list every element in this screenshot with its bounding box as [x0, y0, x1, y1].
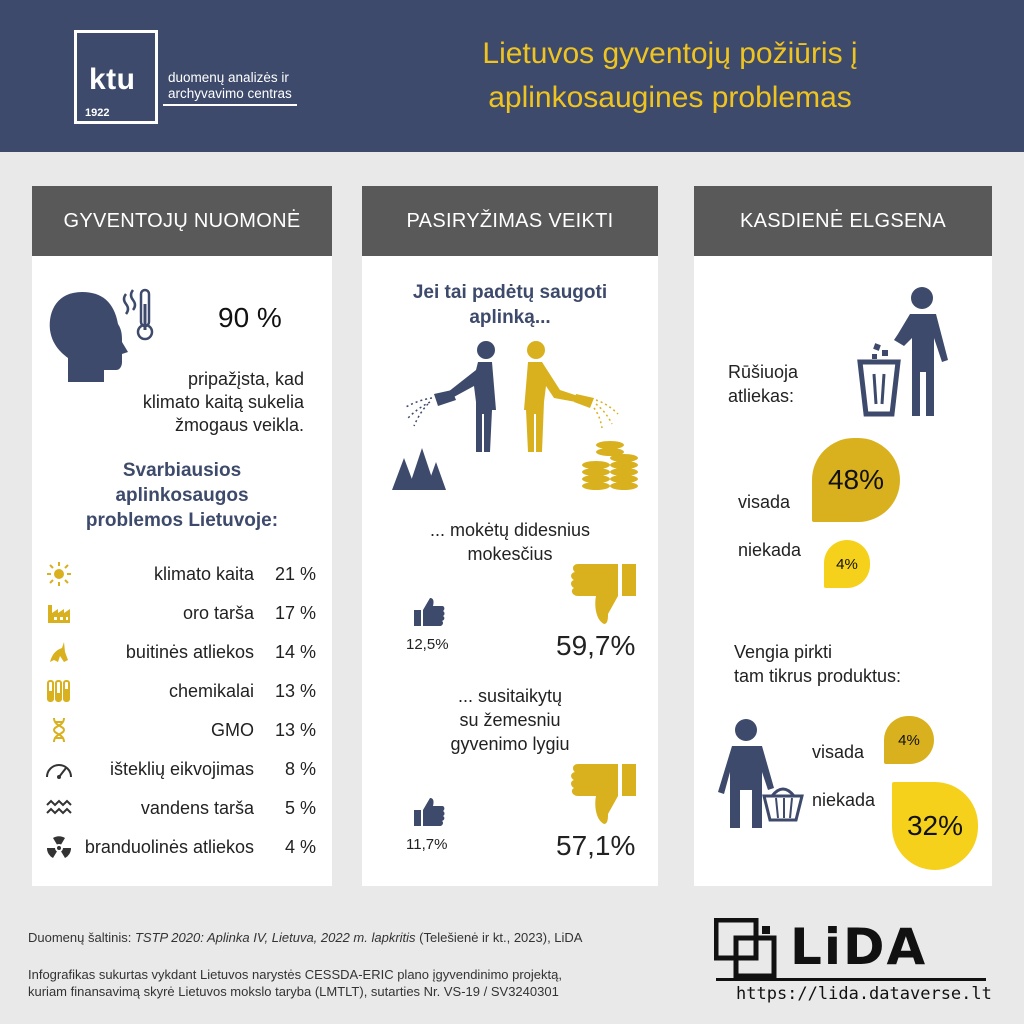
climate-stat-value: 90 % [218, 302, 282, 333]
stat-text-line-3: žmogaus veikla. [174, 415, 304, 435]
question-living-line-1: ... susitaikytų [457, 686, 563, 706]
person-shopping-basket-icon [716, 718, 806, 830]
avoid-always-label: visada [812, 742, 865, 762]
logo-year: 1922 [85, 107, 110, 119]
problem-value: 8 % [284, 759, 316, 779]
source-title: TSTP 2020: Aplinka IV, Lietuva, 2022 m. lapkritis [134, 930, 416, 945]
intro-line-2: aplinką... [469, 307, 551, 328]
avoid-products-label [734, 640, 901, 688]
lida-url: https://lida.dataverse.lt [736, 984, 992, 1004]
question-taxes-line-1: ... mokėtų didesnius [429, 520, 591, 540]
avoid-never-label: niekada [812, 790, 876, 810]
problem-row [40, 679, 320, 703]
stat-text-line-2: klimato kaitą sukelia [142, 392, 304, 412]
problem-row [40, 640, 320, 664]
living-yes-value: 11,7% [406, 836, 448, 853]
panel-behaviour-heading: KASDIENĖ ELGSENA [694, 186, 992, 256]
sort-always-label: visada [738, 492, 791, 512]
thumbs-down-icon [568, 762, 638, 826]
avoid-label-line-1: Vengia pirkti [734, 642, 833, 662]
waves-icon [44, 796, 74, 820]
problems-heading [32, 458, 332, 533]
title-line-1: Lietuvos gyventojų požiūris į [482, 37, 858, 70]
banana-peel-icon [44, 640, 74, 664]
question-living-standard [362, 684, 658, 756]
ktu-logo [74, 30, 158, 124]
problem-value: 21 % [274, 564, 316, 584]
source-suffix: (Telešienė ir kt., 2023), LiDA [415, 930, 583, 945]
sort-waste-label [728, 360, 798, 408]
sort-always-bubble: 48% [812, 438, 900, 522]
question-taxes-line-2: mokesčius [467, 544, 553, 564]
problem-label: GMO [211, 720, 254, 740]
taxes-yes-value: 12,5% [406, 636, 449, 653]
sort-never-label: niekada [738, 540, 802, 560]
sun-icon [44, 562, 74, 586]
dna-icon [44, 718, 74, 742]
panel-action-heading: PASIRYŽIMAS VEIKTI [362, 186, 658, 256]
problem-label: klimato kaita [153, 564, 254, 584]
title-line-2: aplinkosaugines problemas [488, 81, 852, 114]
climate-stat-text [143, 368, 304, 437]
lida-wordmark: LiDA [790, 918, 928, 976]
sort-label-line-2: atliekas: [728, 386, 795, 406]
taxes-no-value: 59,7% [556, 630, 636, 661]
footer-note-line-1: Infografikas sukurtas vykdant Lietuvos narystės CESSDA-ERIC plano įgyvendinimo projektą, [28, 967, 562, 982]
problem-value: 17 % [274, 603, 316, 623]
watering-people-icon [382, 340, 642, 490]
problem-row [40, 562, 320, 586]
source-prefix: Duomenų šaltinis: [28, 930, 135, 945]
lida-logo-mark [714, 918, 790, 980]
problem-label: oro tarša [182, 603, 254, 623]
problem-label: branduolinės atliekos [84, 837, 254, 857]
factory-icon [44, 601, 74, 625]
problem-label: chemikalai [168, 681, 254, 701]
living-no-value: 57,1% [556, 830, 636, 861]
avoid-always-bubble: 4% [884, 716, 934, 764]
page-title [380, 32, 960, 120]
thumbs-up-icon [412, 796, 446, 828]
thumbs-up-icon [412, 596, 446, 628]
problem-value: 13 % [274, 720, 316, 740]
data-source [28, 930, 582, 945]
problems-heading-line-3: problemos Lietuvoje: [85, 510, 279, 531]
lida-underline [716, 978, 986, 981]
problem-row [40, 601, 320, 625]
problem-value: 4 % [284, 837, 316, 857]
test-tubes-icon [44, 679, 74, 703]
problem-value: 14 % [274, 642, 316, 662]
sort-never-bubble: 4% [824, 540, 870, 588]
question-living-line-3: gyvenimo lygiu [450, 734, 570, 754]
logo-underline [163, 104, 297, 106]
question-taxes [362, 518, 658, 566]
problem-row [40, 796, 320, 820]
sort-label-line-1: Rūšiuoja [728, 362, 799, 382]
problem-row [40, 718, 320, 742]
gauge-icon [44, 757, 74, 781]
intro-line-1: Jei tai padėtų saugoti [412, 282, 608, 303]
stat-text-line-1: pripažįsta, kad [187, 369, 304, 389]
question-living-line-2: su žemesniu [459, 710, 561, 730]
problems-heading-line-2: aplinkosaugos [115, 485, 249, 506]
logo-text: ktu [89, 63, 136, 96]
thumbs-down-icon [568, 562, 638, 626]
head-thermometer-icon [46, 286, 156, 386]
person-recycling-icon [854, 286, 964, 418]
problem-label: buitinės atliekos [125, 642, 254, 662]
panel-opinion-heading: GYVENTOJŲ NUOMONĖ [32, 186, 332, 256]
problem-label: vandens tarša [140, 798, 254, 818]
problem-value: 13 % [274, 681, 316, 701]
problem-row [40, 757, 320, 781]
problem-row [40, 835, 320, 859]
problems-heading-line-1: Svarbiausios [122, 460, 242, 481]
avoid-never-bubble: 32% [892, 782, 978, 870]
problem-value: 5 % [284, 798, 316, 818]
action-intro [362, 280, 658, 330]
panel-behaviour [694, 256, 992, 886]
problem-label: išteklių eikvojimas [109, 759, 254, 779]
logo-subtitle-1: duomenų analizės ir [168, 70, 289, 85]
radiation-icon [44, 835, 74, 859]
footer-note-line-2: kuriam finansavimą skyrė Lietuvos mokslo taryba (LMTLT), sutarties Nr. VS-19 / SV3240301 [28, 984, 559, 999]
logo-subtitle-2: archyvavimo centras [168, 86, 292, 101]
avoid-label-line-2: tam tikrus produktus: [734, 666, 902, 686]
panel-action [362, 256, 658, 886]
